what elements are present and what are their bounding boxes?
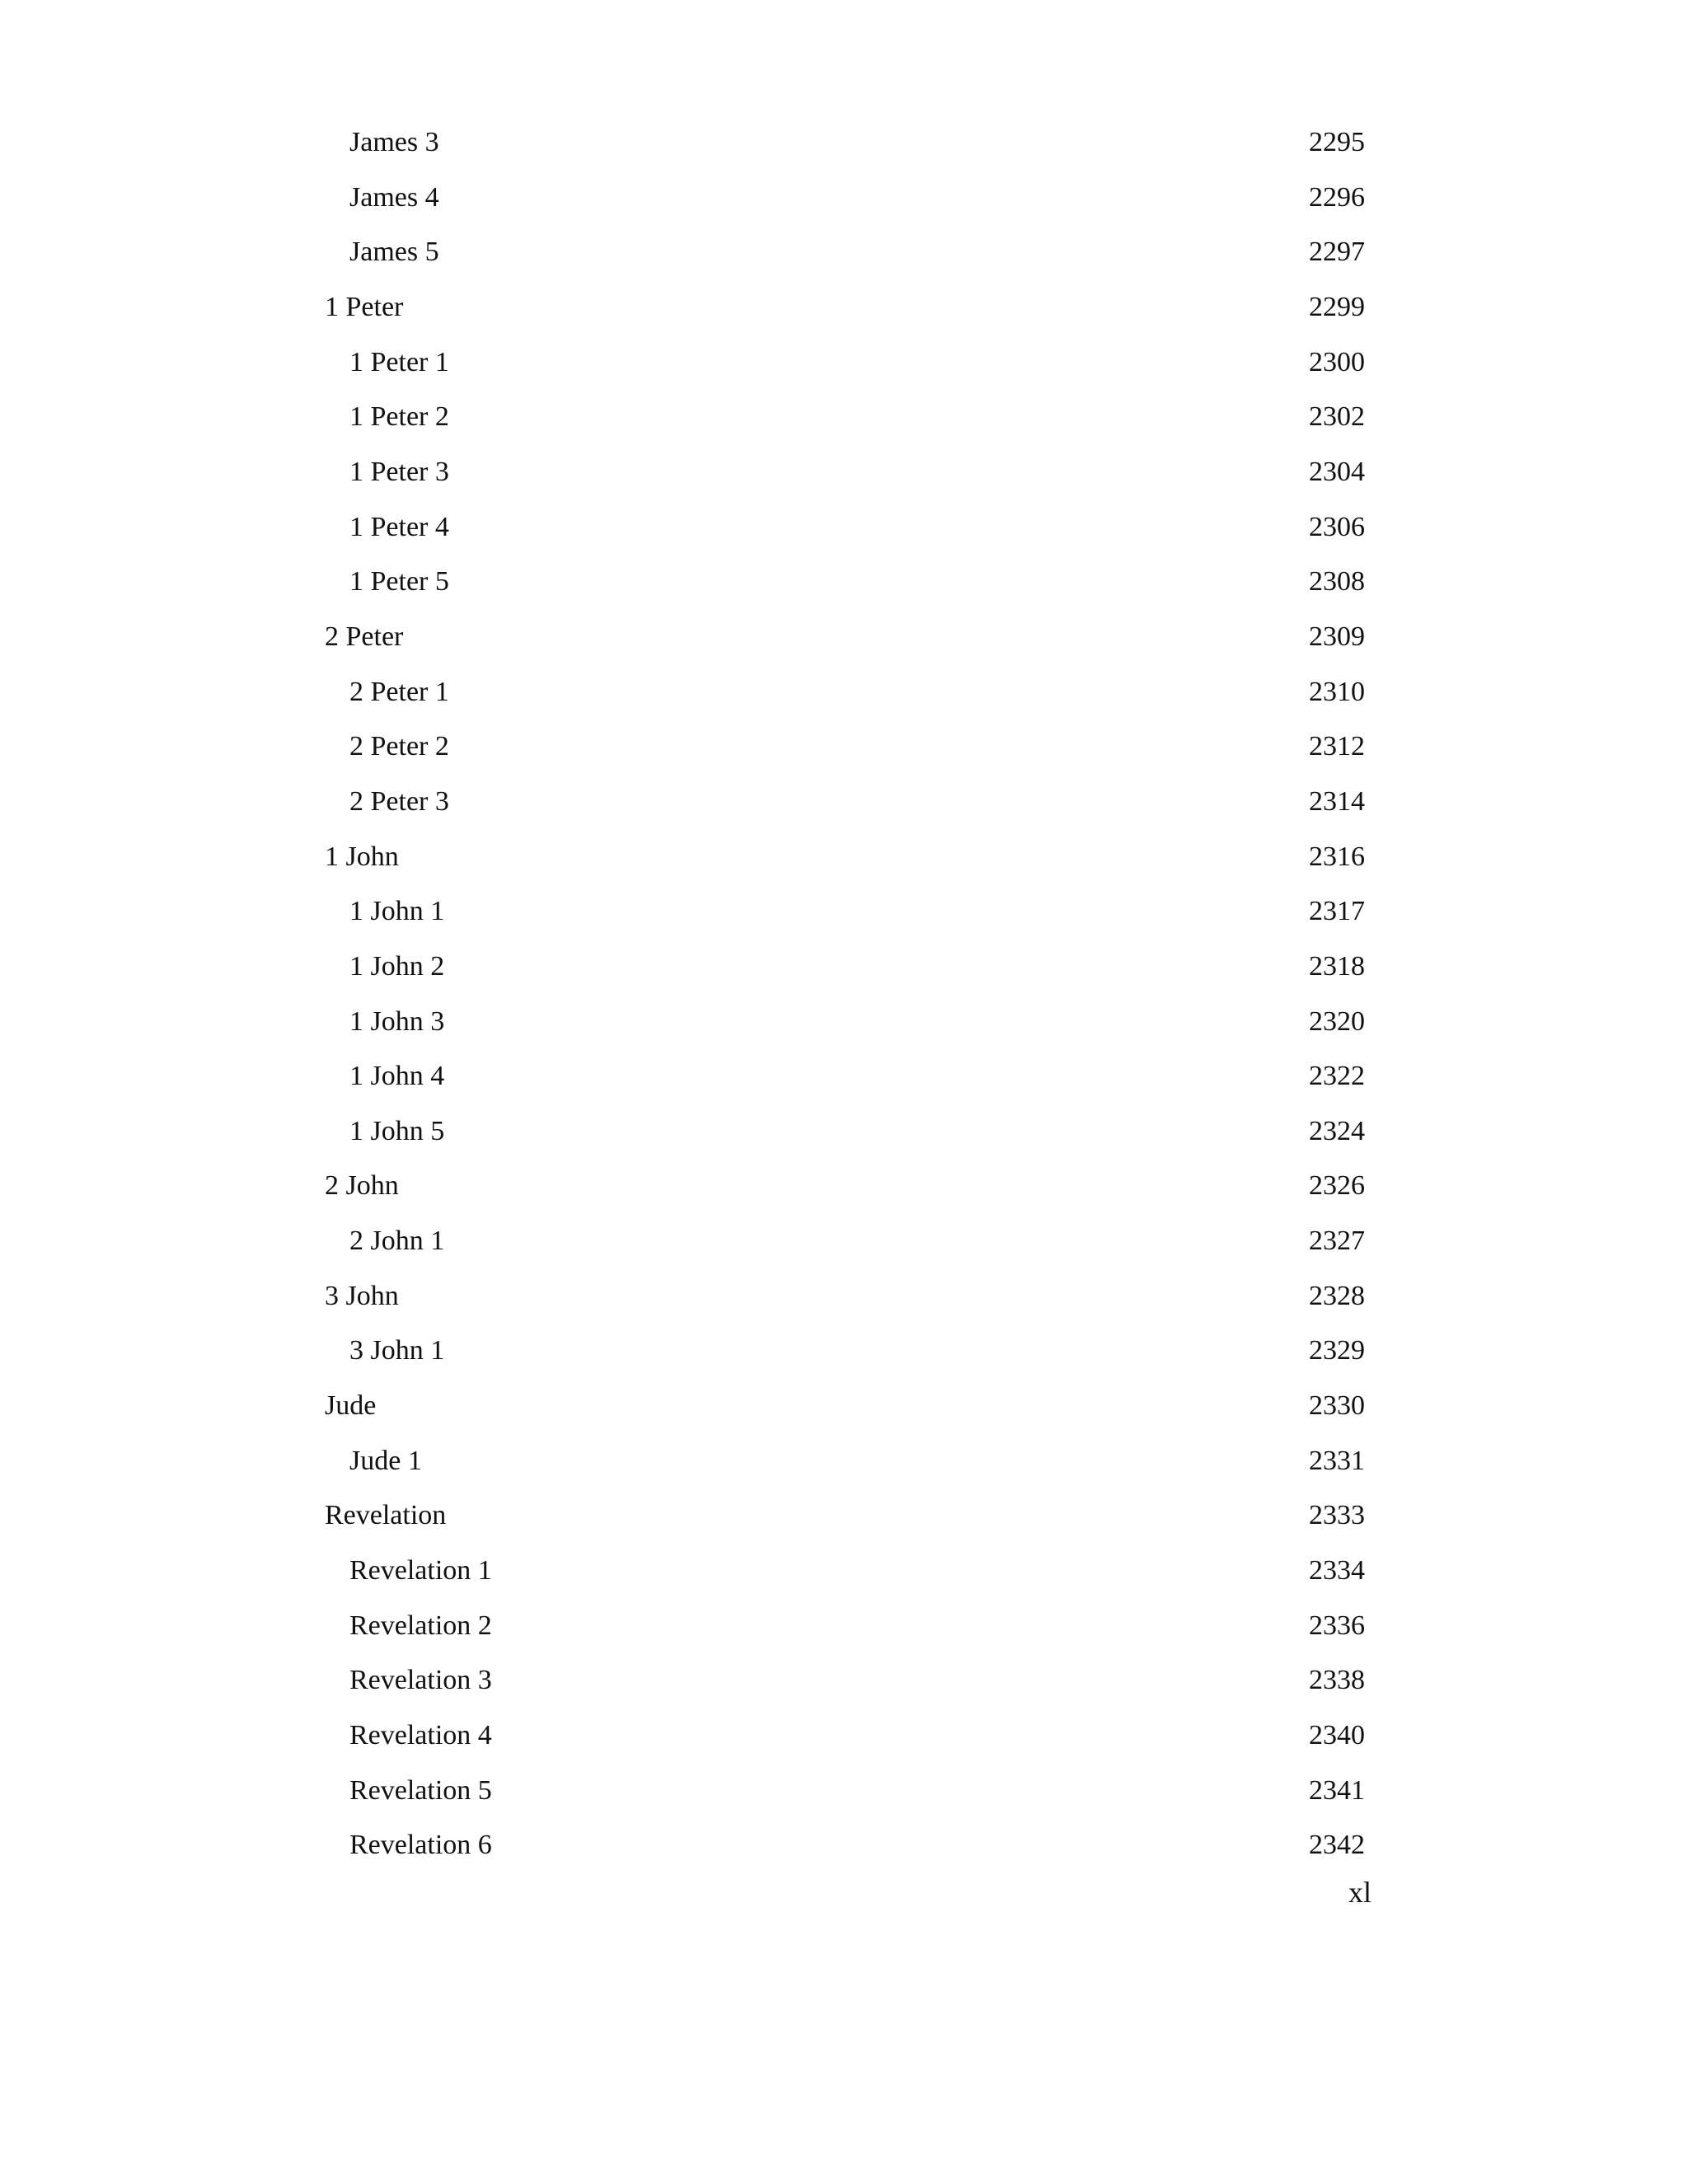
toc-entry[interactable] bbox=[325, 884, 1365, 940]
toc-entry[interactable] bbox=[325, 1708, 1365, 1764]
toc-entry-title: 1 John bbox=[325, 841, 399, 872]
toc-entry-page: 2340 bbox=[1309, 1720, 1365, 1751]
toc-entry-title: 2 John 1 bbox=[349, 1226, 445, 1257]
toc-entry-page: 2316 bbox=[1309, 841, 1365, 872]
toc-entry-title: 3 John 1 bbox=[349, 1335, 445, 1366]
toc-entry[interactable] bbox=[325, 995, 1365, 1050]
toc-entry-title: 1 Peter 3 bbox=[349, 456, 449, 487]
toc-entry-page: 2314 bbox=[1309, 785, 1365, 817]
toc-entry-title: 1 John 4 bbox=[349, 1061, 445, 1092]
toc-entry[interactable] bbox=[325, 171, 1365, 226]
toc-entry-page: 2328 bbox=[1309, 1280, 1365, 1311]
toc-entry-page: 2296 bbox=[1309, 181, 1365, 213]
toc-entry-page: 2308 bbox=[1309, 566, 1365, 598]
toc-entry-page: 2338 bbox=[1309, 1665, 1365, 1696]
toc-entry-title: 1 Peter 4 bbox=[349, 511, 449, 542]
toc-entry-title: Revelation 3 bbox=[349, 1665, 492, 1696]
toc-entry[interactable] bbox=[325, 665, 1365, 720]
toc-entry-title: 2 Peter 3 bbox=[349, 785, 449, 817]
toc-entry-title: Revelation 4 bbox=[349, 1720, 492, 1751]
toc-entry[interactable] bbox=[325, 1764, 1365, 1819]
toc-entry-title: Jude bbox=[325, 1390, 377, 1422]
toc-entry-title: 1 Peter 2 bbox=[349, 401, 449, 433]
toc-entry-page: 2334 bbox=[1309, 1555, 1365, 1586]
toc-entry-title: Revelation 6 bbox=[349, 1830, 492, 1861]
toc-entry-title: James 4 bbox=[349, 181, 439, 213]
toc-entry-title: 1 Peter 1 bbox=[349, 346, 449, 377]
toc-entry[interactable] bbox=[325, 775, 1365, 830]
toc-entry-title: James 5 bbox=[349, 237, 439, 268]
toc-entry[interactable] bbox=[325, 1818, 1365, 1873]
toc-entry[interactable] bbox=[325, 1653, 1365, 1708]
toc-entry[interactable] bbox=[325, 225, 1365, 280]
toc-entry-title: 2 Peter 1 bbox=[349, 676, 449, 707]
toc-entry-title: 1 John 5 bbox=[349, 1115, 445, 1146]
toc-entry-title: Jude 1 bbox=[349, 1445, 422, 1476]
toc-entry-page: 2318 bbox=[1309, 950, 1365, 982]
toc-entry-title: 1 John 2 bbox=[349, 950, 445, 982]
toc-entry-page: 2317 bbox=[1309, 896, 1365, 927]
toc-entry-page: 2302 bbox=[1309, 401, 1365, 433]
toc-entry[interactable] bbox=[325, 1324, 1365, 1379]
toc-entry[interactable] bbox=[325, 719, 1365, 775]
toc-entry[interactable] bbox=[325, 445, 1365, 500]
toc-entry-page: 2320 bbox=[1309, 1005, 1365, 1037]
toc-entry-page: 2327 bbox=[1309, 1226, 1365, 1257]
toc-entry-title: 1 John 1 bbox=[349, 896, 445, 927]
toc-entry-page: 2295 bbox=[1309, 127, 1365, 157]
toc-entry[interactable] bbox=[325, 1214, 1365, 1269]
toc-entry-title: 1 Peter 5 bbox=[349, 566, 449, 598]
toc-entry[interactable] bbox=[325, 940, 1365, 995]
toc-entry-page: 2322 bbox=[1309, 1061, 1365, 1092]
toc-entry[interactable] bbox=[325, 1104, 1365, 1160]
toc-entry-page: 2309 bbox=[1309, 621, 1365, 652]
toc-entry[interactable] bbox=[325, 1159, 1365, 1214]
toc-entry[interactable] bbox=[325, 830, 1365, 885]
toc-entry-page: 2329 bbox=[1309, 1335, 1365, 1366]
toc-entry[interactable] bbox=[325, 1488, 1365, 1544]
toc-entry-page: 2336 bbox=[1309, 1610, 1365, 1641]
toc-entry-page: 2324 bbox=[1309, 1115, 1365, 1146]
toc-entry-title: Revelation 5 bbox=[349, 1774, 492, 1806]
toc-entry-title: 3 John bbox=[325, 1280, 399, 1311]
toc-entry[interactable] bbox=[325, 1379, 1365, 1434]
toc-entry-page: 2330 bbox=[1309, 1390, 1365, 1422]
toc-entry[interactable] bbox=[325, 335, 1365, 391]
toc-entry-title: Revelation bbox=[325, 1500, 447, 1531]
toc-entry[interactable] bbox=[325, 1434, 1365, 1489]
toc-entry[interactable] bbox=[325, 390, 1365, 445]
toc-entry[interactable] bbox=[325, 115, 1365, 171]
toc-entry-title: 2 Peter 2 bbox=[349, 731, 449, 762]
toc-entry-page: 2333 bbox=[1309, 1500, 1365, 1531]
toc-entry[interactable] bbox=[325, 555, 1365, 610]
toc-entry[interactable] bbox=[325, 1599, 1365, 1654]
toc-entry[interactable] bbox=[325, 1049, 1365, 1104]
toc-entry-page: 2300 bbox=[1309, 346, 1365, 377]
toc-entry-page: 2341 bbox=[1309, 1774, 1365, 1806]
toc-entry-page: 2297 bbox=[1309, 237, 1365, 268]
toc-entry-page: 2299 bbox=[1309, 291, 1365, 322]
toc-entry-page: 2326 bbox=[1309, 1170, 1365, 1202]
toc-entry[interactable] bbox=[325, 500, 1365, 555]
toc-entry[interactable] bbox=[325, 1269, 1365, 1324]
toc-entry[interactable] bbox=[325, 1544, 1365, 1599]
toc-entry-title: James 3 bbox=[349, 127, 439, 157]
toc-entry[interactable] bbox=[325, 610, 1365, 665]
toc-entry-title: 2 John bbox=[325, 1170, 399, 1202]
toc-entry-page: 2312 bbox=[1309, 731, 1365, 762]
table-of-contents bbox=[325, 115, 1365, 1873]
page-number: xl bbox=[1348, 1876, 1372, 1909]
toc-entry-page: 2331 bbox=[1309, 1445, 1365, 1476]
toc-entry-page: 2304 bbox=[1309, 456, 1365, 487]
toc-entry[interactable] bbox=[325, 280, 1365, 335]
toc-entry-title: 1 John 3 bbox=[349, 1005, 445, 1037]
toc-entry-page: 2306 bbox=[1309, 511, 1365, 542]
toc-entry-page: 2310 bbox=[1309, 676, 1365, 707]
toc-entry-title: Revelation 2 bbox=[349, 1610, 492, 1641]
toc-entry-title: 2 Peter bbox=[325, 621, 404, 652]
toc-entry-page: 2342 bbox=[1309, 1830, 1365, 1861]
toc-entry-title: 1 Peter bbox=[325, 291, 404, 322]
toc-entry-title: Revelation 1 bbox=[349, 1555, 492, 1586]
